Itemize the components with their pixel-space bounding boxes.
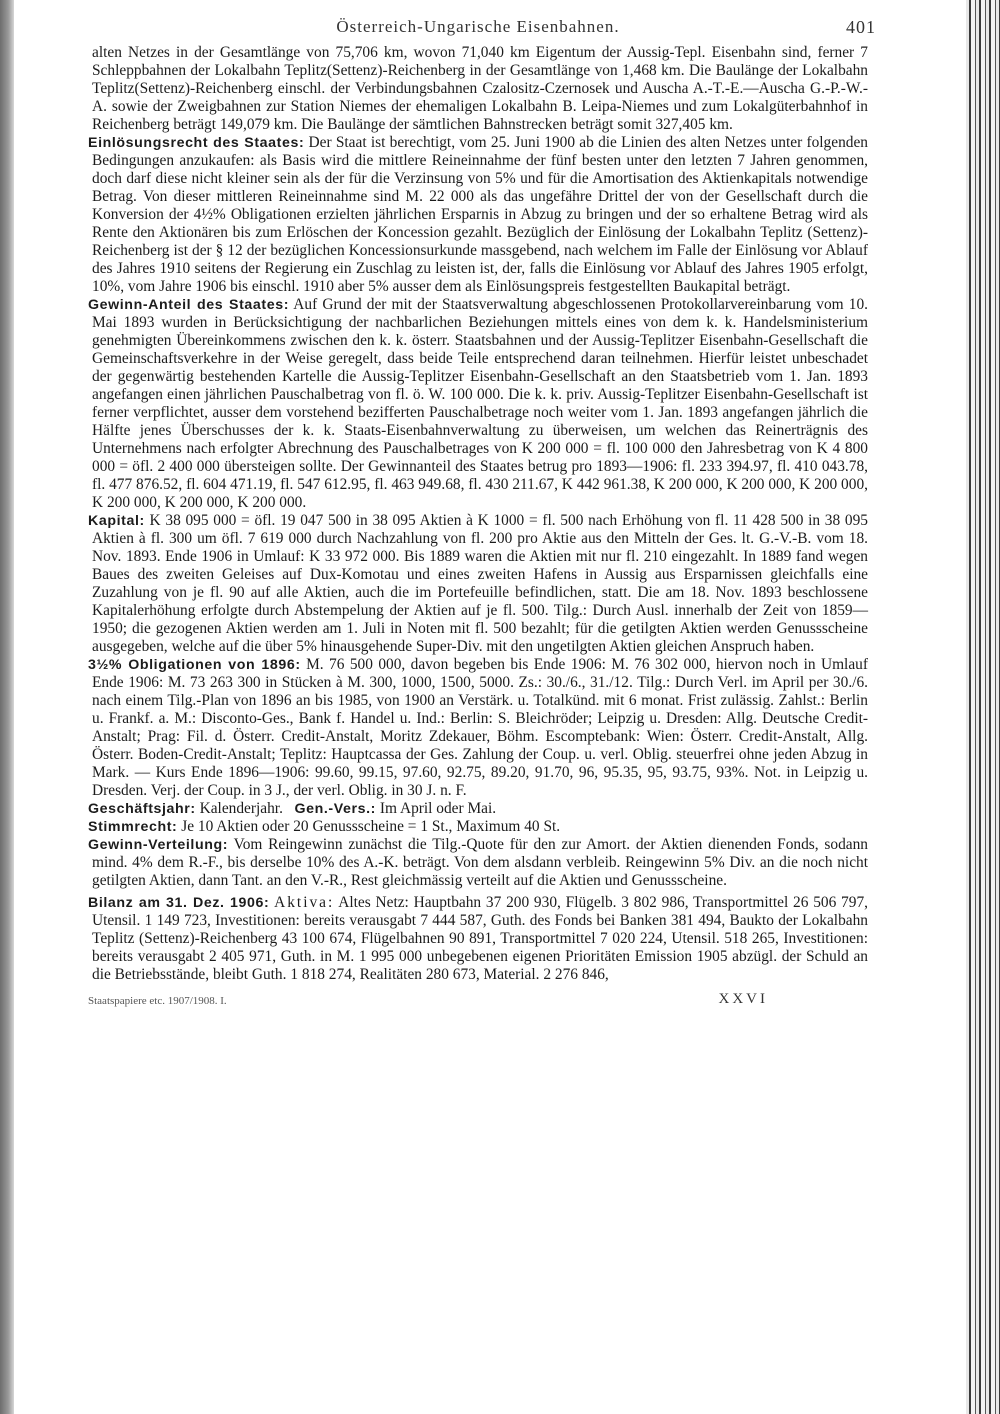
- section-label: Geschäftsjahr:: [88, 801, 196, 817]
- page-number: 401: [846, 17, 876, 37]
- section-text: Vom Reingewinn zunächst die Tilg.-Quote für den zur Amort. der Aktien dienenden Fonds, sodann mind. 4% dem R.-F., bis derselbe 10% des A.-K. beträgt. Von dem alsdann verbleib. Reingewinn 5% Div. an die noch nicht getilgten Aktien, dann Tant. an den V.-R., Rest gleichmässig verteilt auf die Aktien und Genussscheine.: [92, 836, 868, 889]
- section-einloesungsrecht: [88, 134, 868, 296]
- section-label: Stimmrecht:: [88, 819, 178, 835]
- section-geschaeftsjahr: [88, 800, 868, 818]
- section-gewinn-anteil: [88, 296, 868, 512]
- section-label: Gewinn-Anteil des Staates:: [88, 297, 290, 313]
- section-label: Kapital:: [88, 513, 145, 529]
- bilanz-label: Bilanz am 31. Dez. 1906:: [88, 895, 270, 911]
- section-text: Je 10 Aktien oder 20 Genussscheine = 1 St., Maximum 40 St.: [181, 818, 561, 835]
- section-kapital: [88, 512, 868, 656]
- section-obligationen: [88, 656, 868, 800]
- section-label: Gewinn-Verteilung:: [88, 837, 229, 853]
- intro-paragraph: alten Netzes in der Gesamtlänge von 75,706 km, wovon 71,040 km Eigentum der Aussig-Tepl. Eisenbahn sind, ferner 7 Schleppbahnen der Lokalbahn Teplitz(Settenz)-Reichenberg in der Gesamtlänge von 1,468 km. Die Baulänge der Lokalbahn Teplitz(Settenz)-Reichenberg einschl. der Verbindungsbahnen Czalositz-Czernosek und Auscha A.-T.-E.—Auscha G.-P.-W.-A. sowie der Zweigbahnen zur Station Niemes der ehemaligen Lokalbahn B. Leipa-Niemes und zum Lokalgüterbahnhof in Reichenberg beträgt 149,079 km. Die Baulänge der sämtlichen Bahnstrecken beträgt somit 327,405 km.: [92, 44, 868, 133]
- section-gewinn-verteilung: [88, 836, 868, 890]
- section-text: Der Staat ist berechtigt, vom 25. Juni 1900 ab die Linien des alten Netzes unter folgenden Bedingungen anzukaufen: als Basis wird die mittlere Reineinnahme der fünf besten unter den letzten 7 Jahren genommen, doch darf diese nicht kleiner sein als der für die Verzinsung von 5% und für die Amortisation des Aktienkapitals notwendige Betrag. Von dieser mittleren Reineinnahme sind M. 22 000 als das ungefähre Drittel der von der Gesellschaft durch die Konversion der 4½% Obligationen erzielten jährlichen Ersparnis in Abzug zu bringen und der so erhaltene Betrag wird als Rente den Aktionären bis zum Erlöschen der Koncession gezahlt. Bezüglich der Einlösung der Lokalbahn Teplitz (Settenz)-Reichenberg ist der § 12 der bezüglichen Koncessionsurkunde massgebend, nach welchem im Falle der Einlösung vor Ablauf des Jahres 1910 seitens der Regierung ein Zuschlag zu leisten ist, der, falls die Einlösung vor Ablauf des Jahres 1905 erfolgt, 10%, vom Jahre 1906 bis einschl. 1910 aber 5% ausser dem als Einlösungspreis festgestellten Baukapital beträgt.: [92, 134, 868, 295]
- page-header: [88, 17, 876, 44]
- section-label: Einlösungsrecht des Staates:: [88, 135, 305, 151]
- section-text: M. 76 500 000, davon begeben bis Ende 1906: M. 76 302 000, hiervon noch in Umlauf Ende 1906: M. 73 263 300 in Stücken à M. 300, 1000, 1500, 5000. Zs.: 30./6., 31./12. Tilg.: Durch Verl. im April per 30./6. nach einem Tilg.-Plan von 1896 an bis 1985, von 1900 an Verstärk. u. Totalkünd. mit 6 monat. Frist zulässig. Zahlst.: Berlin u. Frankf. a. M.: Disconto-Ges., Bank f. Handel u. Ind.: Berlin: S. Bleichröder; Leipzig u. Dresden: Allg. Deutsche Credit-Anstalt; Prag: Fil. d. Österr. Credit-Anstalt, Moritz Zdekauer, Böhm. Escomptebank: Wien: Österr. Credit-Anstalt, Allg. Österr. Boden-Credit-Anstalt; Teplitz: Hauptcassa der Ges. Zahlung der Coup. u. verl. Oblig. steuerfrei ohne jeden Abzug in Mark. — Kurs Ende 1896—1906: 99.60, 99.15, 97.60, 92.75, 89.20, 91.70, 96, 95.35, 95, 93.75, 93%. Not. in Leipzig u. Dresden. Verj. der Coup. in 3 J., der verl. Oblig. in 30 J. n. F.: [92, 656, 868, 799]
- section-stimmrecht: [88, 818, 868, 836]
- scan-edge-left: [0, 0, 14, 1414]
- section-text: Kalenderjahr.: [199, 800, 283, 817]
- section-label: 3½% Obligationen von 1896:: [88, 657, 301, 673]
- bilanz-text: Altes Netz: Hauptbahn 37 200 930, Flügelb. 3 802 986, Transportmittel 26 506 797, Utensil. 1 149 723, Investitionen: bereits verausgabt 7 444 587, Guth. des Fonds bei Banken 381 494, Baukto der Lokalbahn Teplitz (Settenz)-Reichenberg 43 100 674, Flügelbahnen 90 891, Transportmittel 7 020 224, Utensil. 518 265, Investitionen: bereits verausgabt 2 405 971, Guth. in M. 1 995 000 unbegebenen eigenen Prioritäten Emission 1905 abzügl. der Schuld an die Betriebsstände, bleibt Guth. 1 818 274, Realitäten 280 673, Material. 2 276 846,: [92, 894, 868, 983]
- section-bilanz: [88, 894, 868, 984]
- page-footer: [88, 992, 868, 1012]
- aktiva-label: Aktiva:: [274, 894, 335, 911]
- scan-edge-right: [966, 0, 1000, 1414]
- page-title: Österreich-Ungarische Eisenbahnen.: [336, 17, 620, 36]
- section-label-gen-vers: Gen.-Vers.:: [294, 801, 376, 817]
- section-text: K 38 095 000 = öfl. 19 047 500 in 38 095 Aktien à K 1000 = fl. 500 nach Erhöhung von fl. 11 428 500 in 38 095 Aktien à fl. 300 um öfl. 7 619 000 durch Nachzahlung von fl. 200 pro Aktie aus den Mitteln der Ges. lt. G.-V.-B. vom 18. Nov. 1893. Ende 1906 in Umlauf: K 33 972 000. Bis 1889 waren die Aktien mit nur fl. 210 eingezahlt. In 1889 fand wegen Baues des zweiten Geleises auf Dux-Komotau und eines zweiten Hafens in Aussig aus Ersparnissen gleichfalls eine Zuzahlung von je fl. 90 auf alle Aktien, auch die im Portefeuille befindlichen, statt. Die am 18. Nov. 1893 beschlossene Kapitalerhöhung erfolgte durch Abstempelung der Aktien auf je fl. 500. Tilg.: Durch Ausl. innerhalb der Zeit von 1859—1950; die gezogenen Aktien werden am 1. Juli in Noten mit fl. 500 bezahlt; für die getilgten Aktien werden Genussscheine ausgegeben, welche auf die über 5% hinausgehende Super-Div. mit den ungetilgten Aktien gleichen Anspruch haben.: [92, 512, 868, 655]
- footer-note: Staatspapiere etc. 1907/1908. I.: [88, 995, 227, 1007]
- section-text: Auf Grund der mit der Staatsverwaltung abgeschlossenen Protokollarvereinbarung vom 10. Mai 1893 wurden in Berücksichtigung der nachbarlichen Beziehungen mittels eines von dem k. k. Handelsministerium genehmigten Übereinkommens zwischen den k. k. österr. Staatsbahnen und der Aussig-Teplitzer Eisenbahn-Gesellschaft die Gemeinschaftsverkehre in der Weise geregelt, dass beide Teile entsprechend daran teilnehmen. Hierfür leistet unbeschadet der gegenwärtig bestehenden Kartelle die Aussig-Teplitzer Eisenbahn-Gesellschaft an den Staatsbetrieb vom 1. Jan. 1893 angefangen einen jährlichen Pauschalbetrag von fl. ö. W. 100 000. Die k. k. priv. Aussig-Teplitzer Eisenbahn-Gesellschaft ist ferner verpflichtet, ausser dem vorstehend bezifferten Pauschalbetrage noch weiter vom 1. Jan. 1893 angefangen jährlich die Hälfte jenes Überschusses der k. k. Staats-Eisenbahnverwaltung zu überweisen, um welchen das Reinerträgnis des Unternehmens nach erfolgter Abrechnung des Pauschalbetrages von K 200 000 = fl. 100 000 den Jahresbetrag von K 4 800 000 = öfl. 2 400 000 übersteigen sollte. Der Gewinnanteil des Staates betrug pro 1893—1906: fl. 233 394.97, fl. 410 043.78, fl. 477 876.52, fl. 604 471.19, fl. 547 612.95, fl. 463 949.68, fl. 430 211.67, K 442 961.38, K 200 000, K 200 000, K 200 000, K 200 000, K 200 000, K 200 000.: [92, 296, 868, 511]
- document-page: [88, 17, 876, 1012]
- section-text-gen-vers: Im April oder Mai.: [379, 800, 497, 817]
- signature-mark: XXVI: [718, 991, 768, 1007]
